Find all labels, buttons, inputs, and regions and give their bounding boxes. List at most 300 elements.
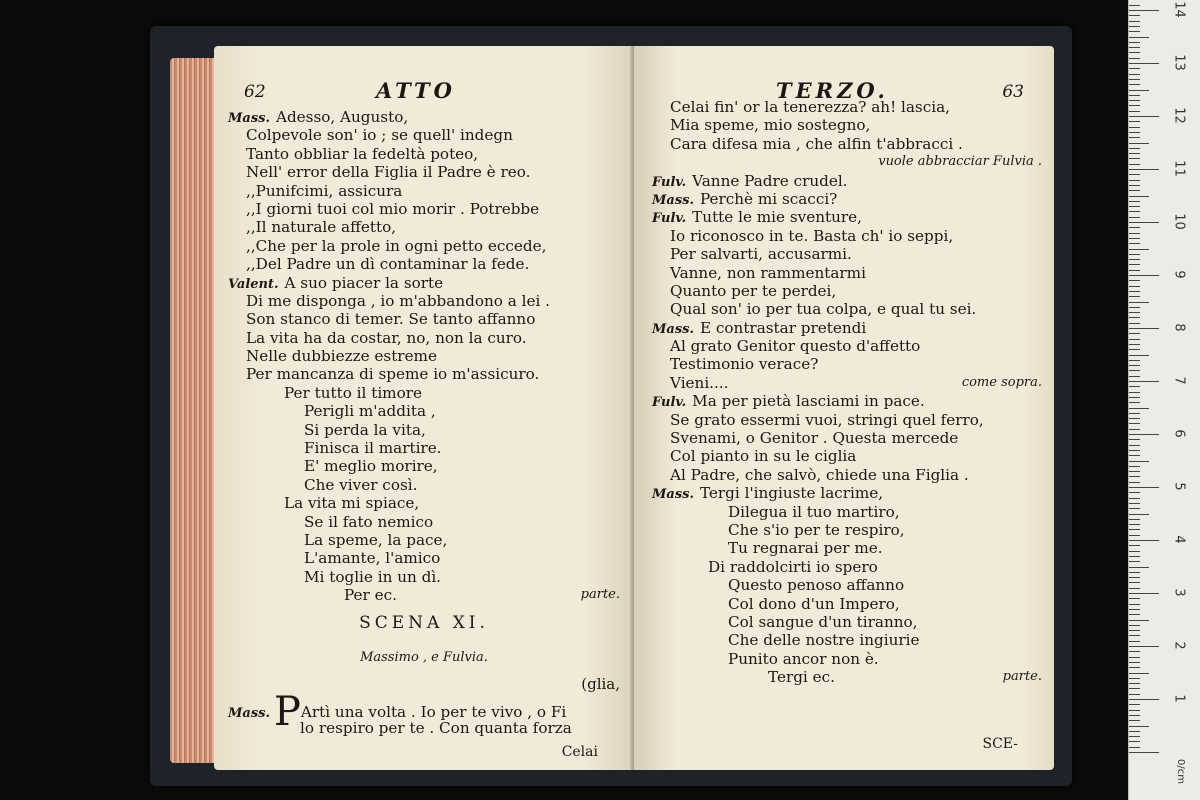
ruler-tick bbox=[1129, 577, 1140, 578]
ruler-tick bbox=[1129, 280, 1140, 281]
text-line bbox=[228, 274, 620, 292]
ruler-tick bbox=[1129, 174, 1140, 175]
ruler-number: 12 bbox=[1171, 107, 1187, 124]
verse-text: Tutte le mie sventure, bbox=[692, 208, 862, 227]
right-page-number: 63 bbox=[1002, 82, 1024, 102]
ruler-tick bbox=[1129, 180, 1140, 181]
verse-text: Questo penoso affanno bbox=[728, 576, 905, 595]
verse-text: Svenami, o Genitor . Questa mercede bbox=[670, 429, 959, 448]
text-line bbox=[228, 310, 620, 328]
verse-text: La vita mi spiace, bbox=[284, 494, 420, 513]
text-line bbox=[228, 108, 620, 126]
ruler-tick bbox=[1129, 312, 1140, 313]
text-line bbox=[652, 245, 1042, 263]
ruler-tick bbox=[1129, 333, 1140, 334]
verse-text: Mia speme, mio sostegno, bbox=[670, 116, 871, 135]
ruler-tick bbox=[1129, 137, 1140, 138]
ruler-tick bbox=[1129, 121, 1140, 122]
verse-text: Ma per pietà lasciami in pace. bbox=[692, 392, 925, 411]
ruler-tick bbox=[1129, 47, 1140, 48]
verse-text: Quanto per te perdei, bbox=[670, 281, 837, 300]
ruler-tick bbox=[1129, 206, 1140, 207]
text-line bbox=[652, 355, 1042, 373]
ruler-tick bbox=[1129, 704, 1140, 705]
ruler-tick bbox=[1129, 397, 1140, 398]
text-line bbox=[652, 374, 1042, 392]
ruler-tick bbox=[1129, 227, 1140, 228]
ruler-tick bbox=[1129, 339, 1140, 340]
ruler-tick bbox=[1129, 635, 1140, 636]
verse-text: Col dono d'un Impero, bbox=[728, 594, 900, 613]
text-line bbox=[652, 595, 1042, 613]
text-line bbox=[228, 163, 620, 181]
scene-cast: Massimo , e Fulvia. bbox=[360, 649, 488, 665]
text-line bbox=[652, 521, 1042, 539]
text-line bbox=[228, 237, 620, 255]
verse-text: Che s'io per te respiro, bbox=[728, 520, 905, 539]
ruler-tick bbox=[1129, 349, 1140, 350]
verse-text: Mi toglie in un dì. bbox=[304, 567, 441, 586]
ruler-tick bbox=[1129, 498, 1140, 499]
verse-text: Vanne, non rammentarmi bbox=[670, 263, 866, 282]
text-line bbox=[652, 208, 1042, 226]
ruler-tick bbox=[1129, 68, 1140, 69]
verse-text: Perigli m'addita , bbox=[304, 402, 436, 421]
ruler-tick bbox=[1129, 503, 1140, 504]
verse-text: lo respiro per te . Con quanta forza bbox=[300, 718, 572, 737]
verse-text: Col pianto in su le ciglia bbox=[670, 447, 857, 466]
ruler-tick bbox=[1129, 678, 1140, 679]
verse-text: Di me disponga , io m'abbandono a lei . bbox=[246, 291, 550, 310]
ruler-tick bbox=[1129, 111, 1140, 112]
text-line bbox=[228, 329, 620, 347]
ruler-tick bbox=[1129, 683, 1140, 684]
verse-text: Testimonio verace? bbox=[670, 355, 819, 374]
ruler-tick bbox=[1129, 625, 1140, 626]
text-line bbox=[652, 447, 1042, 465]
ruler-tick bbox=[1129, 392, 1140, 393]
verse-text: ,,Il naturale affetto, bbox=[246, 218, 397, 237]
ruler-tick bbox=[1129, 413, 1140, 414]
ruler-number: 5 bbox=[1171, 482, 1187, 491]
ruler-number: 3 bbox=[1171, 588, 1187, 597]
ruler-tick bbox=[1129, 370, 1140, 371]
ruler-tick bbox=[1129, 551, 1140, 552]
speaker-label: Fulv. bbox=[652, 211, 687, 227]
ruler-number: 11 bbox=[1171, 160, 1187, 177]
text-line bbox=[652, 576, 1042, 594]
verse-text: E contrastar pretendi bbox=[699, 318, 867, 337]
left-catchword: Celai bbox=[561, 744, 598, 760]
ruler-tick bbox=[1129, 726, 1149, 727]
ruler-tick bbox=[1129, 450, 1140, 451]
ruler-tick bbox=[1129, 381, 1159, 382]
ruler-tick bbox=[1129, 720, 1140, 721]
text-line bbox=[652, 631, 1042, 649]
ruler-tick bbox=[1129, 58, 1140, 59]
ruler-tick bbox=[1129, 376, 1140, 377]
ruler-tick bbox=[1129, 609, 1140, 610]
ruler-tick bbox=[1129, 360, 1140, 361]
ruler-tick bbox=[1129, 323, 1140, 324]
ruler-tick bbox=[1129, 651, 1140, 652]
text-line bbox=[228, 255, 620, 273]
ruler-tick bbox=[1129, 731, 1140, 732]
ruler-tick bbox=[1129, 646, 1159, 647]
ruler-tick bbox=[1129, 148, 1140, 149]
ruler-tick bbox=[1129, 10, 1159, 11]
text-line bbox=[228, 347, 620, 365]
verse-text: Punito ancor non è. bbox=[728, 649, 879, 668]
ruler-tick bbox=[1129, 747, 1140, 748]
text-line bbox=[652, 558, 1042, 576]
ruler-tick bbox=[1129, 222, 1159, 223]
ruler-tick bbox=[1129, 466, 1140, 467]
drop-cap-letter: P bbox=[273, 688, 301, 735]
verse-text: Tergi ec. bbox=[768, 668, 835, 687]
text-line bbox=[652, 411, 1042, 429]
ruler-tick bbox=[1129, 270, 1140, 271]
right-page-text bbox=[652, 98, 1042, 687]
text-line bbox=[228, 292, 620, 310]
verse-text: Al grato Genitor questo d'affetto bbox=[670, 337, 921, 356]
ruler-tick bbox=[1129, 63, 1159, 64]
verse-text: Per mancanza di speme io m'assicuro. bbox=[246, 365, 540, 384]
stage-direction: parte. bbox=[580, 587, 620, 603]
ruler-number: 1 bbox=[1171, 694, 1187, 703]
verse-text: Adesso, Augusto, bbox=[275, 108, 409, 126]
text-line bbox=[652, 172, 1042, 190]
verse-text: Artì una volta . Io per te vivo , o Fi bbox=[300, 702, 567, 721]
verse-text: Nelle dubbiezze estreme bbox=[246, 347, 437, 366]
verse-text: Colpevole son' io ; se quell' indegn bbox=[246, 126, 513, 145]
ruler-tick bbox=[1129, 524, 1140, 525]
text-line bbox=[228, 365, 620, 383]
text-line bbox=[652, 98, 1042, 116]
text-line bbox=[228, 126, 620, 144]
text-line bbox=[228, 457, 620, 475]
ruler-tick bbox=[1129, 567, 1149, 568]
ruler-tick bbox=[1129, 535, 1140, 536]
ruler-tick bbox=[1129, 286, 1140, 287]
text-line bbox=[652, 613, 1042, 631]
verse-text: Qual son' io per tua colpa, e qual tu sei. bbox=[670, 300, 977, 319]
text-line bbox=[652, 650, 1042, 668]
ruler-tick bbox=[1129, 423, 1140, 424]
ruler-tick bbox=[1129, 5, 1140, 6]
ruler-tick bbox=[1129, 132, 1140, 133]
ruler-tick bbox=[1129, 344, 1140, 345]
verse-text: Per tutto il timore bbox=[284, 383, 422, 402]
left-page-text bbox=[228, 108, 620, 741]
speaker-label: Mass. bbox=[652, 192, 694, 208]
ruler-tick bbox=[1129, 598, 1140, 599]
verse-text: Per ec. bbox=[344, 586, 397, 605]
ruler-tick bbox=[1129, 487, 1159, 488]
text-line bbox=[652, 668, 1042, 686]
ruler-tick bbox=[1129, 593, 1159, 594]
text-line bbox=[228, 494, 620, 512]
ruler-number: 2 bbox=[1171, 641, 1187, 650]
verse-text: Vanne Padre crudel. bbox=[692, 171, 848, 190]
ruler-tick bbox=[1129, 699, 1159, 700]
ruler-tick bbox=[1129, 386, 1140, 387]
ruler-number: 4 bbox=[1171, 535, 1187, 544]
scale-ruler bbox=[1128, 0, 1200, 800]
text-line bbox=[652, 190, 1042, 208]
speaker-label: Mass. bbox=[652, 487, 694, 503]
ruler-tick bbox=[1129, 217, 1140, 218]
ruler-tick bbox=[1129, 673, 1149, 674]
ruler-tick bbox=[1129, 307, 1140, 308]
ruler-tick bbox=[1129, 439, 1140, 440]
ruler-number: 14 bbox=[1171, 1, 1187, 18]
text-line bbox=[228, 402, 620, 420]
ruler-tick bbox=[1129, 741, 1140, 742]
ruler-tick bbox=[1129, 688, 1140, 689]
ruler-tick bbox=[1129, 529, 1140, 530]
ruler-tick bbox=[1129, 196, 1149, 197]
ruler-tick bbox=[1129, 694, 1140, 695]
verse-text: La speme, la pace, bbox=[304, 530, 448, 549]
verse-text: La vita ha da costar, no, non la curo. bbox=[246, 328, 527, 347]
ruler-tick bbox=[1129, 95, 1140, 96]
verse-text: Celai fin' or la tenerezza? ah! lascia, bbox=[670, 98, 950, 116]
text-line bbox=[228, 476, 620, 494]
verse-text: Si perda la vita, bbox=[304, 420, 426, 439]
text-line bbox=[652, 116, 1042, 134]
ruler-tick bbox=[1129, 42, 1140, 43]
verse-text: Son stanco di temer. Se tanto affanno bbox=[246, 310, 536, 329]
text-line bbox=[652, 227, 1042, 245]
speaker-label: Mass. bbox=[652, 321, 694, 337]
verse-text: Per salvarti, accusarmi. bbox=[670, 245, 852, 264]
ruler-tick bbox=[1129, 302, 1149, 303]
ruler-tick bbox=[1129, 158, 1140, 159]
text-line bbox=[652, 539, 1042, 557]
verse-text: Che delle nostre ingiurie bbox=[728, 631, 920, 650]
text-line bbox=[652, 392, 1042, 410]
verse-text: Nell' error della Figlia il Padre è reo. bbox=[246, 163, 531, 182]
verse-text: Al Padre, che salvò, chiede una Figlia . bbox=[670, 465, 969, 484]
stage-direction: come sopra. bbox=[961, 374, 1042, 390]
ruler-tick bbox=[1129, 630, 1140, 631]
ruler-number: 8 bbox=[1171, 323, 1187, 332]
ruler-tick bbox=[1129, 21, 1140, 22]
ruler-tick bbox=[1129, 127, 1140, 128]
ruler-tick bbox=[1129, 238, 1140, 239]
ruler-tick bbox=[1129, 657, 1140, 658]
ruler-tick bbox=[1129, 402, 1140, 403]
ruler-tick bbox=[1129, 556, 1140, 557]
text-line bbox=[228, 568, 620, 586]
text-line bbox=[652, 264, 1042, 282]
ruler-tick bbox=[1129, 259, 1140, 260]
ruler-tick bbox=[1129, 169, 1159, 170]
verse-text: Tergi l'ingiuste lacrime, bbox=[699, 484, 884, 503]
text-line bbox=[652, 319, 1042, 337]
verse-text: Io riconosco in te. Basta ch' io seppi, bbox=[670, 226, 954, 245]
verse-text: Se il fato nemico bbox=[304, 512, 434, 531]
ruler-tick bbox=[1129, 667, 1140, 668]
ruler-unit-label: 0/cm bbox=[1174, 759, 1186, 784]
ruler-tick bbox=[1129, 365, 1140, 366]
ruler-tick bbox=[1129, 105, 1140, 106]
ruler-tick bbox=[1129, 74, 1140, 75]
text-line bbox=[652, 503, 1042, 521]
ruler-number: 7 bbox=[1171, 376, 1187, 385]
ruler-tick bbox=[1129, 164, 1140, 165]
ruler-tick bbox=[1129, 429, 1140, 430]
speaker-label: Fulv. bbox=[652, 395, 687, 411]
ruler-tick bbox=[1129, 90, 1149, 91]
ruler-tick bbox=[1129, 79, 1140, 80]
ruler-number: 13 bbox=[1171, 54, 1187, 71]
ruler-tick bbox=[1129, 572, 1140, 573]
ruler-tick bbox=[1129, 614, 1140, 615]
speaker-label: Valent. bbox=[228, 276, 279, 292]
verse-text: (glia, bbox=[581, 674, 620, 693]
verse-text: Vieni.... bbox=[670, 373, 729, 392]
ruler-tick bbox=[1129, 418, 1140, 419]
ruler-tick bbox=[1129, 243, 1140, 244]
ruler-tick bbox=[1129, 37, 1149, 38]
text-line bbox=[652, 466, 1042, 484]
text-line bbox=[228, 218, 620, 236]
ruler-tick bbox=[1129, 190, 1140, 191]
ruler-tick bbox=[1129, 153, 1140, 154]
verse-text: L'amante, l'amico bbox=[304, 549, 441, 568]
scene-heading: SCENA XI. bbox=[359, 612, 489, 633]
ruler-tick bbox=[1129, 540, 1159, 541]
verse-text: Che viver così. bbox=[304, 475, 418, 494]
verse-text: Col sangue d'un tiranno, bbox=[728, 612, 918, 631]
text-line bbox=[228, 719, 620, 741]
ruler-tick bbox=[1129, 710, 1140, 711]
ruler-tick bbox=[1129, 249, 1149, 250]
verse-text: Cara difesa mia , che alfin t'abbracci . bbox=[670, 134, 963, 153]
ruler-tick bbox=[1129, 662, 1140, 663]
text-line bbox=[228, 200, 620, 218]
ruler-tick bbox=[1129, 100, 1140, 101]
ruler-tick bbox=[1129, 514, 1149, 515]
text-line bbox=[228, 586, 620, 604]
ruler-tick bbox=[1129, 116, 1159, 117]
ruler-number: 10 bbox=[1171, 213, 1187, 230]
ruler-tick bbox=[1129, 476, 1140, 477]
ruler-tick bbox=[1129, 434, 1159, 435]
ruler-tick bbox=[1129, 328, 1159, 329]
speaker-label: Fulv. bbox=[652, 174, 687, 190]
ruler-tick bbox=[1129, 715, 1140, 716]
left-page-number: 62 bbox=[244, 82, 266, 102]
ruler-tick bbox=[1129, 254, 1140, 255]
ruler-number: 6 bbox=[1171, 429, 1187, 438]
ruler-tick bbox=[1129, 408, 1149, 409]
speaker-label: Mass. bbox=[228, 111, 270, 126]
ruler-tick bbox=[1129, 561, 1140, 562]
text-line bbox=[652, 153, 1042, 171]
right-page bbox=[634, 46, 1054, 770]
text-line bbox=[228, 531, 620, 549]
ruler-tick bbox=[1129, 15, 1140, 16]
text-line bbox=[228, 549, 620, 567]
text-line bbox=[228, 384, 620, 402]
verse-text: ,,I giorni tuoi col mio morir . Potrebbe bbox=[246, 199, 540, 218]
right-catchword: SCE- bbox=[982, 736, 1018, 752]
ruler-tick bbox=[1129, 620, 1149, 621]
text-line bbox=[652, 282, 1042, 300]
verse-text: Finisca il martire. bbox=[304, 439, 442, 458]
ruler-tick bbox=[1129, 519, 1140, 520]
stage-direction: vuole abbracciar Fulvia . bbox=[878, 154, 1042, 170]
verse-text: Di raddolcirti io spero bbox=[708, 557, 878, 576]
verse-text: ,,Che per la prole in ogni petto eccede, bbox=[246, 236, 547, 255]
verse-text: A suo piacer la sorte bbox=[284, 273, 444, 292]
verse-text: Tu regnarai per me. bbox=[728, 539, 883, 558]
ruler-tick bbox=[1129, 317, 1140, 318]
ruler-tick bbox=[1129, 482, 1140, 483]
text-line bbox=[228, 182, 620, 200]
ruler-tick bbox=[1129, 752, 1159, 753]
ruler-tick bbox=[1129, 291, 1140, 292]
ruler-tick bbox=[1129, 185, 1140, 186]
ruler-tick bbox=[1129, 211, 1140, 212]
ruler-tick bbox=[1129, 31, 1140, 32]
ruler-tick bbox=[1129, 588, 1140, 589]
ruler-tick bbox=[1129, 264, 1140, 265]
ruler-tick bbox=[1129, 84, 1140, 85]
text-line bbox=[228, 421, 620, 439]
ruler-tick bbox=[1129, 461, 1149, 462]
text-line bbox=[652, 337, 1042, 355]
ruler-tick bbox=[1129, 508, 1140, 509]
speaker-label: Mass. bbox=[228, 705, 270, 721]
text-line bbox=[652, 300, 1042, 318]
ruler-tick bbox=[1129, 201, 1140, 202]
text-line bbox=[228, 513, 620, 531]
verse-text: E' meglio morire, bbox=[304, 457, 438, 476]
verse-text: ,,Punifcimi, assicura bbox=[246, 181, 403, 200]
ruler-tick bbox=[1129, 545, 1140, 546]
ruler-tick bbox=[1129, 296, 1140, 297]
ruler-tick bbox=[1129, 233, 1140, 234]
ruler-tick bbox=[1129, 492, 1140, 493]
ruler-tick bbox=[1129, 641, 1140, 642]
ruler-tick bbox=[1129, 604, 1140, 605]
text-line bbox=[652, 429, 1042, 447]
verse-text: ,,Del Padre un dì contaminar la fede. bbox=[246, 255, 530, 274]
text-line bbox=[228, 439, 620, 457]
text-line bbox=[228, 145, 620, 163]
ruler-tick bbox=[1129, 736, 1140, 737]
ruler-tick bbox=[1129, 26, 1140, 27]
ruler-tick bbox=[1129, 143, 1149, 144]
ruler-tick bbox=[1129, 275, 1159, 276]
ruler-tick bbox=[1129, 471, 1140, 472]
verse-text: Perchè mi scacci? bbox=[699, 189, 838, 208]
text-line bbox=[652, 135, 1042, 153]
verse-text: Dilegua il tuo martiro, bbox=[728, 502, 900, 521]
ruler-tick bbox=[1129, 445, 1140, 446]
right-running-head: TERZO. bbox=[776, 78, 889, 103]
verse-text: Tanto obbliar la fedeltà poteo, bbox=[246, 144, 479, 163]
left-page bbox=[214, 46, 634, 770]
stage-direction: parte. bbox=[1002, 669, 1042, 685]
ruler-number: 9 bbox=[1171, 270, 1187, 279]
verse-text: Se grato essermi vuoi, stringi quel ferro, bbox=[670, 410, 984, 429]
ruler-tick bbox=[1129, 455, 1140, 456]
